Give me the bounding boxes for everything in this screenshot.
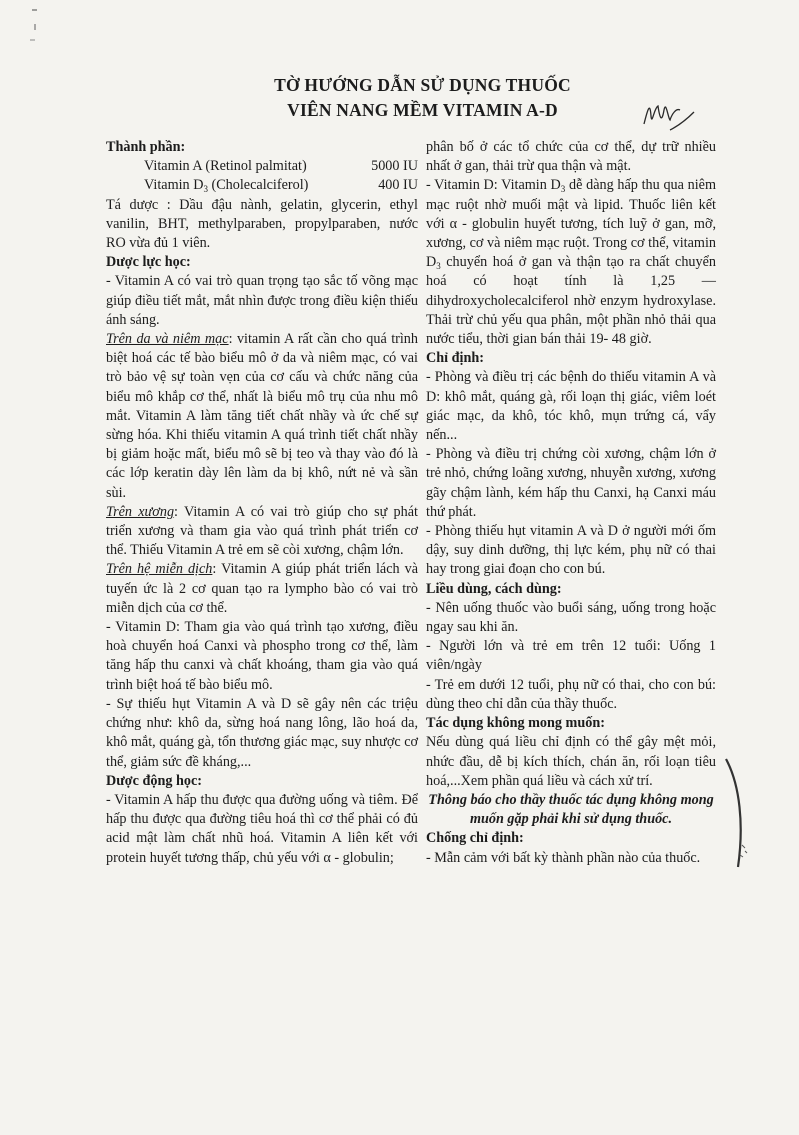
dosage-item: - Trẻ em dưới 12 tuổi, phụ nữ có thai, cho con bú: dùng theo chỉ dẫn của thầy thuốc. [426,676,716,712]
dosage-item: - Người lớn và trẻ em trên 12 tuổi: Uống 1 viên/ngày [426,638,716,674]
ingredients-heading: Thành phần: [106,139,186,155]
ingredient-row-vitamin-d [106,176,418,195]
paragraph-text: chuyển hoá ở gan và thận tạo ra chất chuyển hoá có hoạt tính là 1,25 — dihydroxycholecalciferol nhờ enzym hydroxylase. Thải trừ chủ yếu qua phân, một phần nhỏ thải qua nước tiểu, thời gian bán thải 19- 48 giờ. [426,254,716,348]
paragraph-kinetics: - Vitamin A hấp thu được qua đường uống và tiêm. Để hấp thu được qua đường tiêu hoá thì cơ thể phải có đủ acid mật làm chất nhũ hoá. Vitamin A liên kết với protein huyết tương thấp, chủ yếu với α - globulin; [106,791,418,866]
title-line-1: TỜ HƯỚNG DẪN SỬ DỤNG THUỐC [274,75,571,95]
excipients-text: Tá dược : Dầu đậu nành, gelatin, glycerin, ethyl vanilin, BHT, methylparaben, propylparaben, nước RO vừa đủ 1 viên. [106,196,418,252]
dosage-heading: Liều dùng, cách dùng: [426,580,562,597]
indications-heading: Chỉ định: [426,350,484,367]
indication-item: - Phòng thiếu hụt vitamin A và D ở người mới ốm dậy, suy dinh dưỡng, thị lực kém, phụ nữ có thai hay trong giai đoạn cho con bú. [426,523,716,578]
ingredient-name: Vitamin A (Retinol palmitat) [144,158,307,175]
subheading-skin: Trên da và niêm mạc [106,331,229,348]
handwritten-initials-mark [640,96,700,136]
title-line-2: VIÊN NANG MỀM VITAMIN A-D [287,100,558,120]
paragraph-vitamin-a: - Vitamin A có vai trò quan trọng tạo sắc tố võng mạc giúp điều tiết mắt, mắt nhìn được trong điều kiện thiếu ánh sáng. [106,273,418,328]
contraindications-heading: Chống chỉ định: [426,830,524,847]
paragraph-distribution: phân bố ở các tổ chức của cơ thể, dự trữ nhiều nhất ở gan, thải trừ qua thận và mật. [426,139,716,175]
paragraph-vitamin-d-kinetics [426,176,716,349]
paragraph-text: : Vitamin A giúp phát triển lách và tuyến ức là 2 cơ quan tạo ra lympho bào có vai trò miễn dịch của cơ thể. [106,561,418,616]
ingredient-name [144,176,308,195]
paragraph-vitamin-d: - Vitamin D: Tham gia vào quá trình tạo xương, điều hoà chuyển hoá Canxi và phospho trong cơ thể, làm tăng hấp thu canxi và chất khoáng, tham gia vào quá trình biệt hoá tế bào biểu mô. [106,619,418,693]
paragraph-text: dễ dàng hấp thu qua niêm mạc ruột nhờ muối mật và lipid. Thuốc liên kết với α - globulin huyết tương, tích luỹ ở gan, mỡ, xương, cơ và niêm mạc ruột. Trong cơ thể, vitamin D [426,177,717,271]
scan-speck-marks [20,0,50,70]
left-column [106,138,418,868]
ingredient-amount: 400 IU [378,177,418,194]
margin-pen-stroke [718,755,758,875]
subscript: 3 [436,261,441,272]
indication-item: - Phòng và điều trị chứng còi xương, chậm lớn ở trẻ nhỏ, chứng loãng xương, nhuyễn xương, xương gãy chậm lành, kém hấp thu Canxi, hạ Canxi máu thứ phát. [426,446,716,520]
contraindication-item: - Mẫn cảm với bất kỳ thành phần nào của thuốc. [426,849,701,866]
ingredient-name-part: Vitamin D [144,177,204,194]
side-effects-text: Nếu dùng quá liều chỉ định có thể gây mệt mỏi, nhức đầu, dễ bị kích thích, chán ăn, rối loạn tiêu hoá,...Xem phần quá liều và cách xử trí. [426,734,716,789]
ingredient-amount: 5000 IU [371,158,418,175]
report-notice: Thông báo cho thầy thuốc tác dụng không mong muốn gặp phải khi sử dụng thuốc. [428,791,714,828]
paragraph-immune [106,560,418,618]
ingredient-row-vitamin-a [106,157,418,176]
paragraph-text: : Vitamin A có vai trò giúp cho sự phát triển xương và tham gia vào quá trình phát triển cơ thể. Thiếu Vitamin A trẻ em sẽ còi xương, chậm lớn. [106,503,418,559]
paragraph-bone [106,503,418,561]
right-column [426,138,716,868]
paragraph-skin [106,330,418,503]
paragraph-deficiency: - Sự thiếu hụt Vitamin A và D sẽ gây nên các triệu chứng như: khô da, sừng hoá nang lông, lão hoá da, khô mắt, quáng gà, tổn thương giác mạc, suy nhược cơ thể, giảm sức đề kháng,... [106,695,418,770]
side-effects-heading: Tác dụng không mong muốn: [426,715,605,732]
indication-item: - Phòng và điều trị các bệnh do thiếu vitamin A và D: khô mắt, quáng gà, rối loạn thị giác, viêm loét giác mạc, da khô, tóc khô, mụn trứng cá, vẩy nến... [426,369,716,444]
subscript: 3 [203,184,208,195]
pharmacodynamics-heading: Dược lực học: [106,254,191,271]
paragraph-text: : vitamin A rất cần cho quá trình biệt hoá các tế bào biểu mô ở da và niêm mạc, có vai trò bảo vệ sự toàn vẹn của cơ cấu và chức năng của biểu mô khắp cơ thể, nhất là biểu mô trụ của nhu mô mắt. Vitamin A làm tăng tiết chất nhầy và ức chế sự sừng hóa. Khi thiếu vitamin A quá trình tiết chất nhầy bị giảm hoặc mất, biểu mô sẽ bị teo và thay vào đó là các lớp keratin dày lên làm da bị khô, nứt nẻ và sần sùi. [106,331,418,501]
dosage-item: - Nên uống thuốc vào buổi sáng, uống trong hoặc ngay sau khi ăn. [426,599,716,636]
subheading-bone: Trên xương [106,503,175,520]
ingredient-name-part: (Cholecalciferol) [207,177,309,194]
subscript: 3 [560,184,566,195]
paragraph-text: - Vitamin D: Vitamin D [426,177,561,194]
pharmacokinetics-heading: Dược động học: [106,772,202,789]
subheading-immune: Trên hệ miễn dịch [106,561,213,578]
